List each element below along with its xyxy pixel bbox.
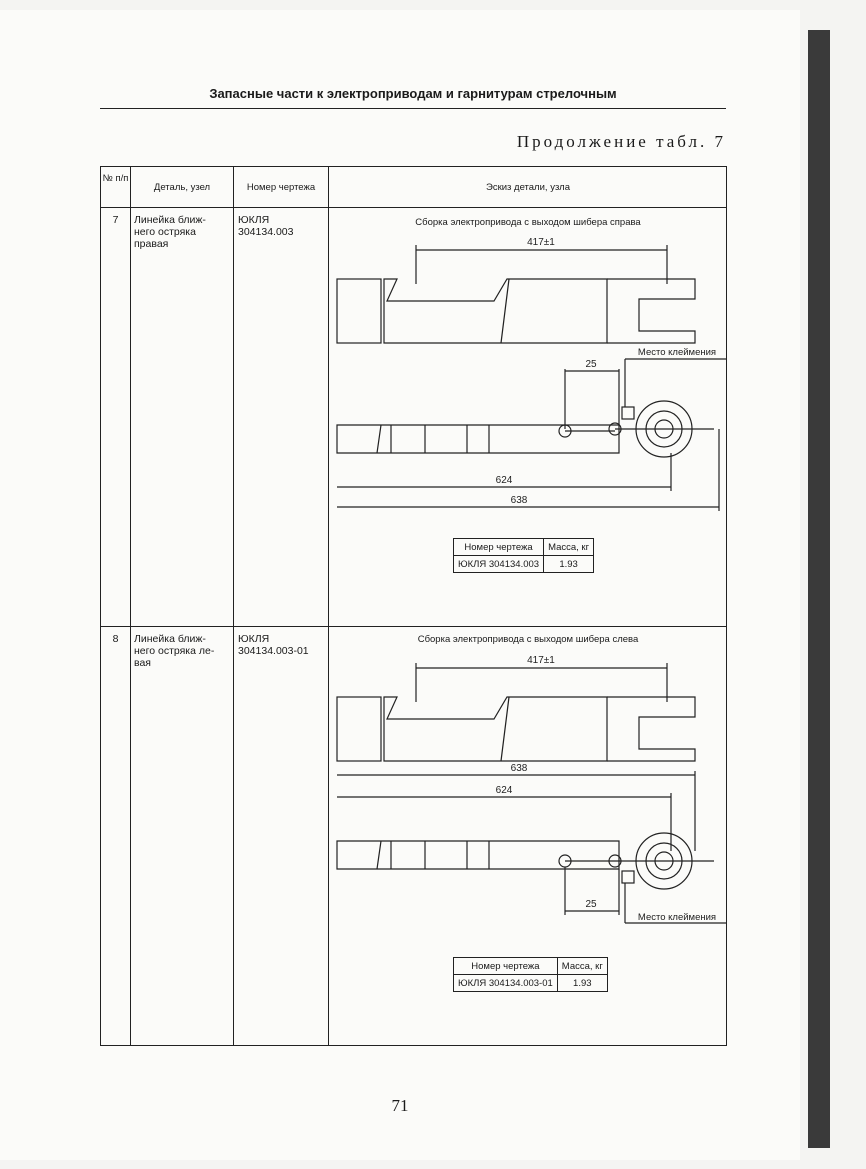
- slider-bar-side-view: [337, 401, 714, 457]
- mass-header-drawing: Номер чертежа: [454, 958, 558, 975]
- drawing-number: ЮКЛЯ 304134.003-01: [238, 633, 309, 657]
- dim-417-label: 417±1: [527, 655, 555, 666]
- slider-bar-top-view: [337, 279, 695, 343]
- part-name: Линейка ближ- него остряка правая: [134, 214, 206, 250]
- col-divider: [130, 167, 131, 1045]
- dim-417-label: 417±1: [527, 237, 555, 248]
- dim-638-label: 638: [510, 763, 528, 774]
- row-divider: [101, 626, 726, 627]
- row-number: 8: [112, 633, 119, 645]
- page-header-title: Запасные части к электроприводам и гарнитурам стрелочным: [209, 86, 617, 101]
- mass-header-mass: Масса, кг: [557, 958, 607, 975]
- mass-drawing-number: ЮКЛЯ 304134.003: [454, 556, 544, 573]
- row-number: 7: [112, 214, 119, 226]
- sketch-title: Сборка электропривода с выходом шибера справа: [415, 217, 641, 228]
- page-number: 71: [391, 1096, 409, 1115]
- part-name: Линейка ближ- него остряка ле- вая: [134, 633, 215, 669]
- mass-header-mass: Масса, кг: [544, 539, 594, 556]
- dim-638-label: 638: [510, 495, 528, 506]
- stamp-place-label: Место клеймения: [637, 912, 717, 923]
- sketch-drawing-left: [329, 647, 727, 947]
- col-header-drawing: Номер чертежа: [246, 182, 316, 193]
- book-binding-edge: [808, 30, 830, 1148]
- col-header-num: № п/п: [102, 173, 129, 184]
- mass-header-drawing: Номер чертежа: [454, 539, 544, 556]
- mass-value: 1.93: [544, 556, 594, 573]
- slider-bar-side-view: [337, 833, 714, 889]
- dim-624-label: 624: [495, 785, 513, 796]
- dim-25-label: 25: [585, 899, 597, 910]
- drawing-number: ЮКЛЯ 304134.003: [238, 214, 294, 238]
- col-header-part: Деталь, узел: [153, 182, 211, 193]
- slider-bar-top-view: [337, 697, 695, 761]
- mass-table: [453, 957, 608, 992]
- col-divider: [233, 167, 234, 1045]
- col-header-sketch: Эскиз детали, узла: [485, 182, 571, 193]
- table-continuation-label: Продолжение табл. 7: [516, 132, 726, 151]
- mass-drawing-number: ЮКЛЯ 304134.003-01: [454, 975, 558, 992]
- dim-624-label: 624: [495, 475, 513, 486]
- mass-value: 1.93: [557, 975, 607, 992]
- parts-table: [100, 166, 727, 1046]
- stamp-place-label: Место клеймения: [637, 347, 717, 358]
- sketch-drawing-right: [329, 229, 727, 529]
- mass-table: [453, 538, 594, 573]
- header-rule: [100, 108, 726, 109]
- header-row-divider: [101, 207, 726, 208]
- sketch-title: Сборка электропривода с выходом шибера слева: [417, 634, 639, 645]
- dim-25-label: 25: [585, 359, 597, 370]
